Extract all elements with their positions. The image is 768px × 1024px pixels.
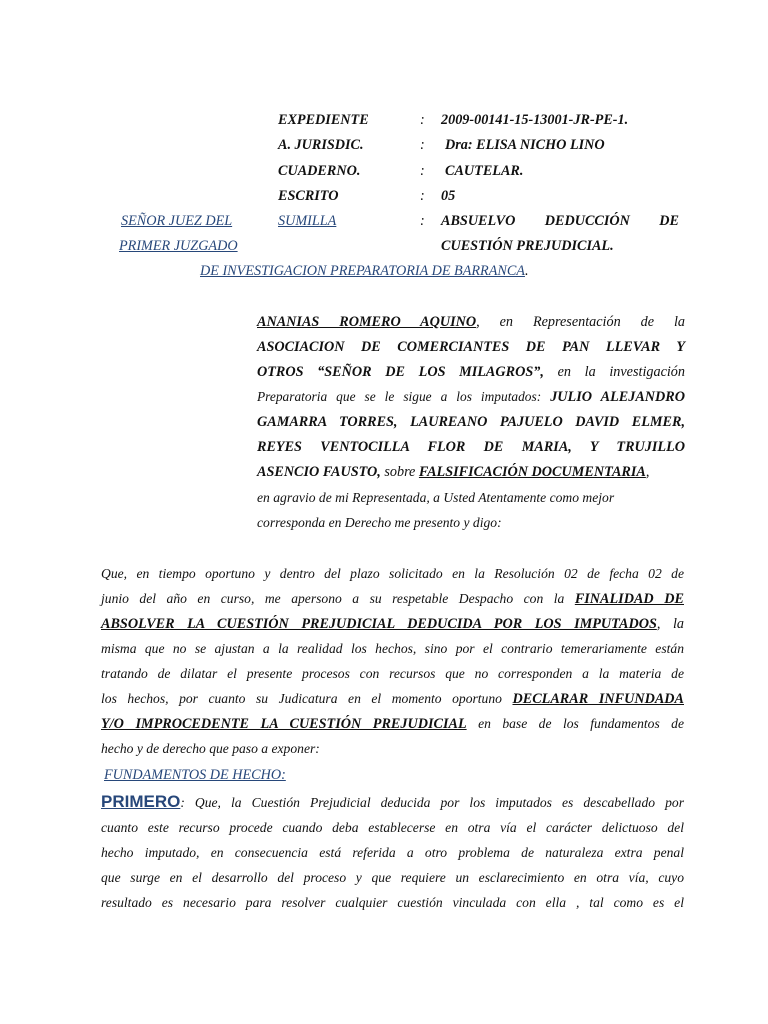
- intro-line: OTROS “SEÑOR DE LOS MILAGROS”, en la investigación: [257, 364, 685, 380]
- expediente-value: 2009-00141-15-13001-JR-PE-1.: [441, 112, 629, 128]
- intro-line: corresponda en Derecho me presento y digo:: [257, 515, 502, 530]
- body-line: ABSOLVER LA CUESTIÓN PREJUDICIAL DEDUCIDA POR LOS IMPUTADOS, la: [101, 616, 684, 632]
- body-line: los hechos, por cuanto su Judicatura en el momento oportuno DECLARAR INFUNDADA: [101, 691, 684, 707]
- escrito-value: 05: [441, 188, 456, 204]
- body-line: PRIMERO: Que, la Cuestión Prejudicial deducida por los imputados es descabellado por: [101, 792, 684, 811]
- body-line: misma que no se ajustan a la realidad los hechos, sino por el contrario temerariamente están: [101, 641, 684, 656]
- jurisdic-value: Dra: ELISA NICHO LINO: [445, 137, 605, 153]
- colon: :: [420, 163, 425, 179]
- body-line: hecho imputado, en consecuencia está referida a otro problema de naturaleza extra penal: [101, 845, 684, 860]
- intro-line: ANANIAS ROMERO AQUINO, en Representación de la: [257, 314, 685, 330]
- body-line: cuanto este recurso procede cuando deba establecerse en otra vía el carácter delictuoso del: [101, 820, 684, 835]
- body-line: hecho y de derecho que paso a exponer:: [101, 741, 320, 756]
- escrito-label: ESCRITO: [278, 188, 339, 204]
- colon: :: [420, 213, 425, 229]
- body-line: resultado es necesario para resolver cualquier cuestión vinculada con ella , tal como es el: [101, 895, 684, 910]
- sumilla-value-1: ABSUELVO DEDUCCIÓN DE: [441, 213, 679, 229]
- intro-line: ASOCIACION DE COMERCIANTES DE PAN LLEVAR Y: [257, 339, 685, 355]
- intro-line: GAMARRA TORRES, LAUREANO PAJUELO DAVID ELMER,: [257, 414, 685, 430]
- addressee-line-1: SEÑOR JUEZ DEL: [121, 213, 233, 229]
- intro-line: REYES VENTOCILLA FLOR DE MARIA, Y TRUJILLO: [257, 439, 685, 455]
- primero-label: PRIMERO: [101, 792, 181, 811]
- body-line: junio del año en curso, me apersono a su respetable Despacho con la FINALIDAD DE: [101, 591, 684, 607]
- jurisdic-label: A. JURISDIC.: [278, 137, 364, 153]
- colon: :: [420, 112, 425, 128]
- section-title: FUNDAMENTOS DE HECHO:: [104, 767, 286, 783]
- colon: :: [420, 188, 425, 204]
- sumilla-label: SUMILLA: [278, 213, 337, 229]
- addressee-line-2: PRIMER JUZGADO: [119, 238, 238, 254]
- body-line: Que, en tiempo oportuno y dentro del plazo solicitado en la Resolución 02 de fecha 02 de: [101, 566, 684, 581]
- body-line: Y/O IMPROCEDENTE LA CUESTIÓN PREJUDICIAL en base de los fundamentos de: [101, 716, 684, 732]
- intro-line: Preparatoria que se le sigue a los imputados: JULIO ALEJANDRO: [257, 389, 685, 405]
- addressee-line-3: DE INVESTIGACION PREPARATORIA DE BARRANCA.: [200, 263, 529, 279]
- sumilla-value-2: CUESTIÓN PREJUDICIAL.: [441, 238, 614, 254]
- intro-line: ASENCIO FAUSTO, sobre FALSIFICACIÓN DOCUMENTARIA,: [257, 464, 650, 480]
- cuaderno-value: CAUTELAR.: [445, 163, 524, 179]
- body-line: que surge en el desarrollo del proceso y que requiere un esclarecimiento en otra vía, cuyo: [101, 870, 684, 885]
- cuaderno-label: CUADERNO.: [278, 163, 361, 179]
- intro-line: en agravio de mi Representada, a Usted Atentamente como mejor: [257, 490, 615, 505]
- colon: :: [420, 137, 425, 153]
- expediente-label: EXPEDIENTE: [278, 112, 369, 128]
- body-line: tratando de dilatar el presente procesos con recursos que no corresponden a la materia de: [101, 666, 684, 681]
